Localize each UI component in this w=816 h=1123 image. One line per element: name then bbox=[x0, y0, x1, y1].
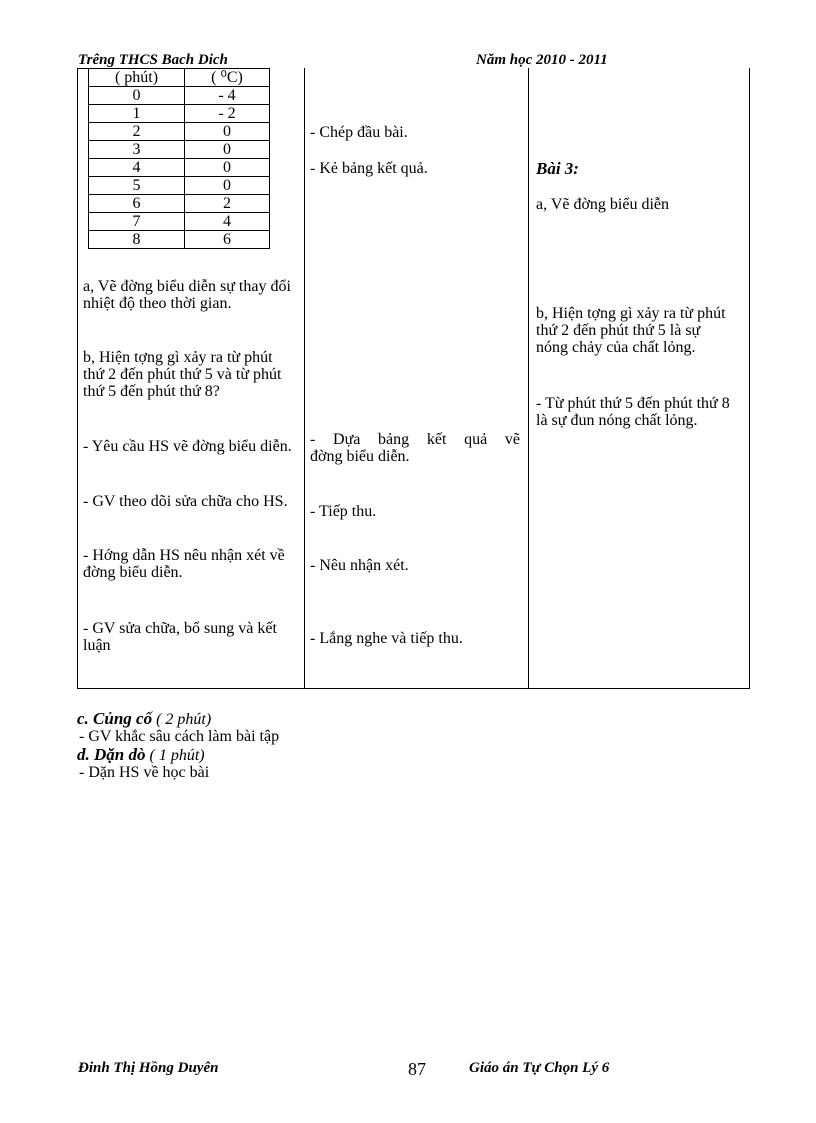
table-row bbox=[89, 123, 270, 141]
table-row bbox=[89, 231, 270, 249]
col2-copy-task: - Chép đầu bài. bbox=[310, 124, 408, 141]
table-cell: 0 bbox=[185, 141, 270, 159]
frame-divider-1 bbox=[304, 68, 305, 688]
table-header-cell: ( ⁰C) bbox=[185, 69, 270, 87]
table-cell: 2 bbox=[89, 123, 185, 141]
table-row bbox=[89, 87, 270, 105]
col2-listen: - Lắng nghe và tiếp thu. bbox=[310, 630, 463, 647]
table-cell: 4 bbox=[185, 213, 270, 231]
header-year: Năm học 2010 - 2011 bbox=[476, 52, 608, 68]
col2-draw-graph-l2: đờng biểu diễn. bbox=[310, 448, 410, 465]
table-cell: 5 bbox=[89, 177, 185, 195]
col3-part-b: b, Hiện tợng gì xảy ra từ phút thứ 2 đến phút thứ 5 là sự nóng chảy của chất lỏng. bbox=[536, 305, 726, 356]
table-row bbox=[89, 159, 270, 177]
table-row bbox=[89, 141, 270, 159]
col1-conclusion: - GV sửa chữa, bổ sung và kết luận bbox=[83, 620, 277, 654]
col3-part-a: a, Vẽ đờng biểu diễn bbox=[536, 196, 670, 213]
table-header-row bbox=[89, 69, 270, 87]
table-cell: 0 bbox=[185, 177, 270, 195]
col1-monitor: - GV theo dõi sửa chữa cho HS. bbox=[83, 493, 288, 510]
col2-draw-table: - Kẻ bảng kết quả. bbox=[310, 160, 428, 177]
table-cell: 7 bbox=[89, 213, 185, 231]
table-cell: 6 bbox=[185, 231, 270, 249]
frame-left-border bbox=[77, 68, 78, 688]
table-cell: 6 bbox=[89, 195, 185, 213]
frame-right-border bbox=[749, 68, 750, 688]
section-c-heading bbox=[77, 710, 211, 728]
section-d-label: d. Dặn dò bbox=[77, 745, 146, 764]
header-school: Trêng THCS Bach Dich bbox=[78, 52, 228, 68]
col3-part-b-cont: - Từ phút thứ 5 đến phút thứ 8 là sự đun nóng chất lỏng. bbox=[536, 395, 730, 429]
table-row bbox=[89, 195, 270, 213]
section-c-label: c. Củng cố bbox=[77, 709, 153, 728]
section-d-time: ( 1 phút) bbox=[145, 747, 205, 764]
table-cell: 2 bbox=[185, 195, 270, 213]
frame-divider-2 bbox=[528, 68, 529, 688]
table-header-cell: ( phút) bbox=[89, 69, 185, 87]
table-cell: 3 bbox=[89, 141, 185, 159]
section-c-text: - GV khắc sâu cách làm bài tập bbox=[79, 728, 280, 745]
col1-draw-request: - Yêu cầu HS vẽ đờng biểu diễn. bbox=[83, 438, 292, 455]
table-row bbox=[89, 105, 270, 123]
temperature-table bbox=[88, 68, 270, 249]
col2-draw-graph-l1: - Dựa bảng kết quả vẽ bbox=[310, 431, 520, 448]
table-cell: 4 bbox=[89, 159, 185, 177]
section-d-text: - Dặn HS về học bài bbox=[79, 764, 210, 781]
footer-author: Đinh Thị Hồng Duyên bbox=[78, 1060, 219, 1076]
section-c-time: ( 2 phút) bbox=[152, 711, 212, 728]
table-cell: - 4 bbox=[185, 87, 270, 105]
table-cell: 1 bbox=[89, 105, 185, 123]
table-cell: 0 bbox=[185, 123, 270, 141]
table-cell: 0 bbox=[185, 159, 270, 177]
table-cell: - 2 bbox=[185, 105, 270, 123]
footer-title: Giáo án Tự Chọn Lý 6 bbox=[469, 1060, 610, 1076]
col2-receive: - Tiếp thu. bbox=[310, 503, 377, 520]
table-row bbox=[89, 177, 270, 195]
table-cell: 0 bbox=[89, 87, 185, 105]
col2-comment: - Nêu nhận xét. bbox=[310, 557, 409, 574]
col1-task-b: b, Hiện tợng gì xảy ra từ phút thứ 2 đến phút thứ 5 và từ phút thứ 5 đến phút thứ 8? bbox=[83, 349, 282, 400]
col1-task-a: a, Vẽ đờng biểu diễn sự thay đổi nhiệt độ theo thời gian. bbox=[83, 278, 291, 312]
table-row bbox=[89, 213, 270, 231]
page-number: 87 bbox=[408, 1059, 426, 1079]
frame-bottom-border bbox=[77, 688, 750, 689]
section-d-heading bbox=[77, 746, 205, 764]
col1-guide: - Hớng dẫn HS nêu nhận xét về đờng biểu diễn. bbox=[83, 547, 285, 581]
table-cell: 8 bbox=[89, 231, 185, 249]
col3-exercise-title: Bài 3: bbox=[536, 159, 579, 178]
